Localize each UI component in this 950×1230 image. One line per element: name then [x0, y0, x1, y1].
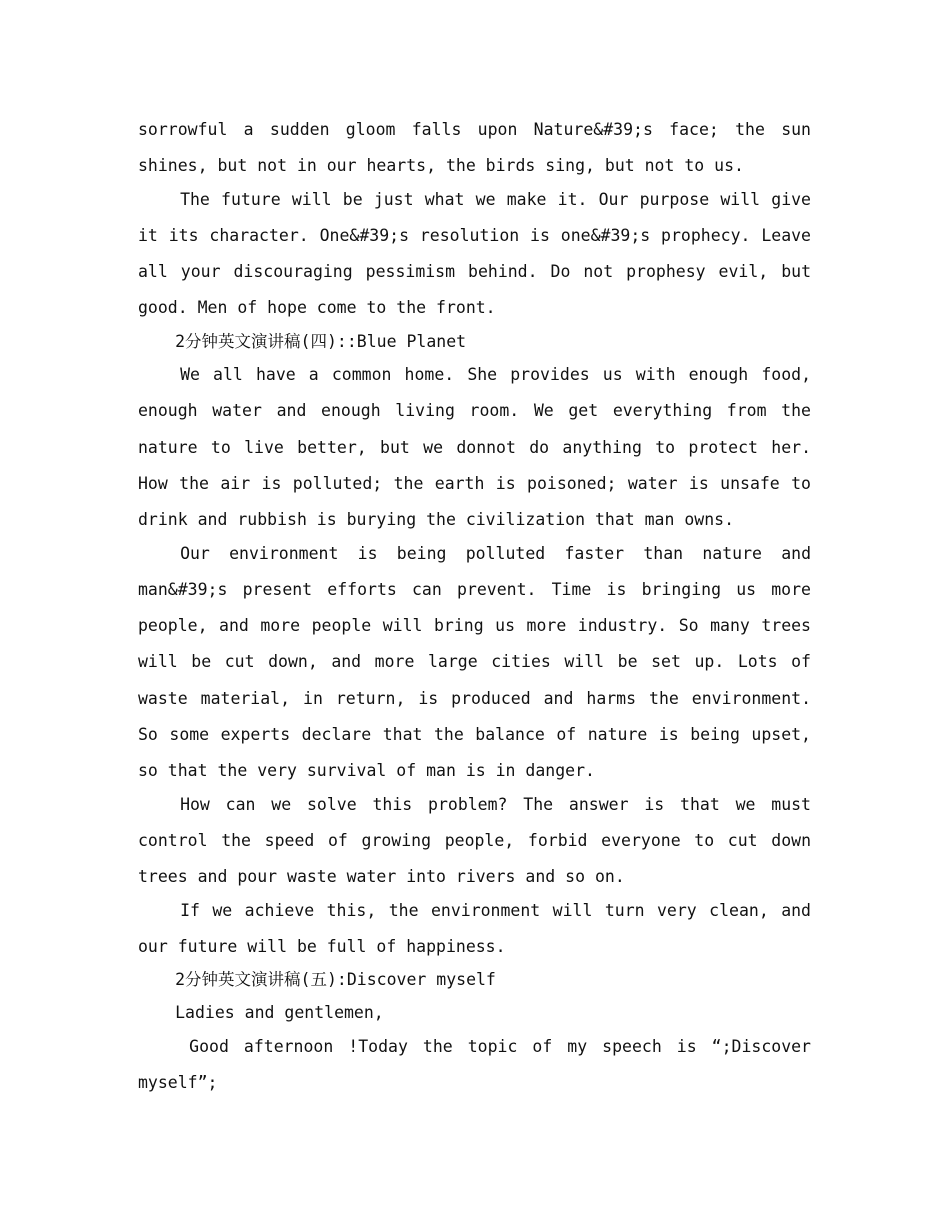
paragraph: Good afternoon !Today the topic of my speech is “;Discover myself”;	[138, 1036, 811, 1093]
paragraph: sorrowful a sudden gloom falls upon Nature&#39;s face; the sun shines, but not in our hearts, the birds sing, but not to us.	[138, 120, 811, 176]
paragraph: Our environment is being polluted faster than nature and man&#39;s present efforts can prevent. Time is bringing us more people, and more people will bring us more industry. So many trees will be cut down, and more large cities will be set up. Lots of waste material, in return, is produced and harms the environment. So some experts declare that the balance of nature is being upset, so that the very survival of man is in danger.	[138, 543, 811, 781]
paragraph: We all have a common home. She provides us with enough food, enough water and enough living room. We get everything from the nature to live better, but we donnot do anything to protect her. How the air is polluted; the earth is poisoned; water is unsafe to drink and rubbish is burying the civilization that man owns.	[138, 365, 811, 530]
section-heading: 2分钟英文演讲稿(四)::Blue Planet	[175, 331, 467, 351]
section-heading: 2分钟英文演讲稿(五):Discover myself	[175, 970, 496, 990]
paragraph: How can we solve this problem? The answer is that we must control the speed of growing people, forbid everyone to cut down trees and pour waste water into rivers and so on.	[138, 794, 811, 887]
document-body	[138, 112, 811, 1098]
paragraph: The future will be just what we make it. Our purpose will give it its character. One&#39;s resolution is one&#39;s prophecy. Leave all your discouraging pessimism behind. Do not prophesy evil, but good. Men of hope come to the front.	[138, 189, 811, 318]
paragraph: If we achieve this, the environment will turn very clean, and our future will be full of happiness.	[138, 900, 811, 956]
greeting-line: Ladies and gentlemen,	[175, 1003, 384, 1023]
